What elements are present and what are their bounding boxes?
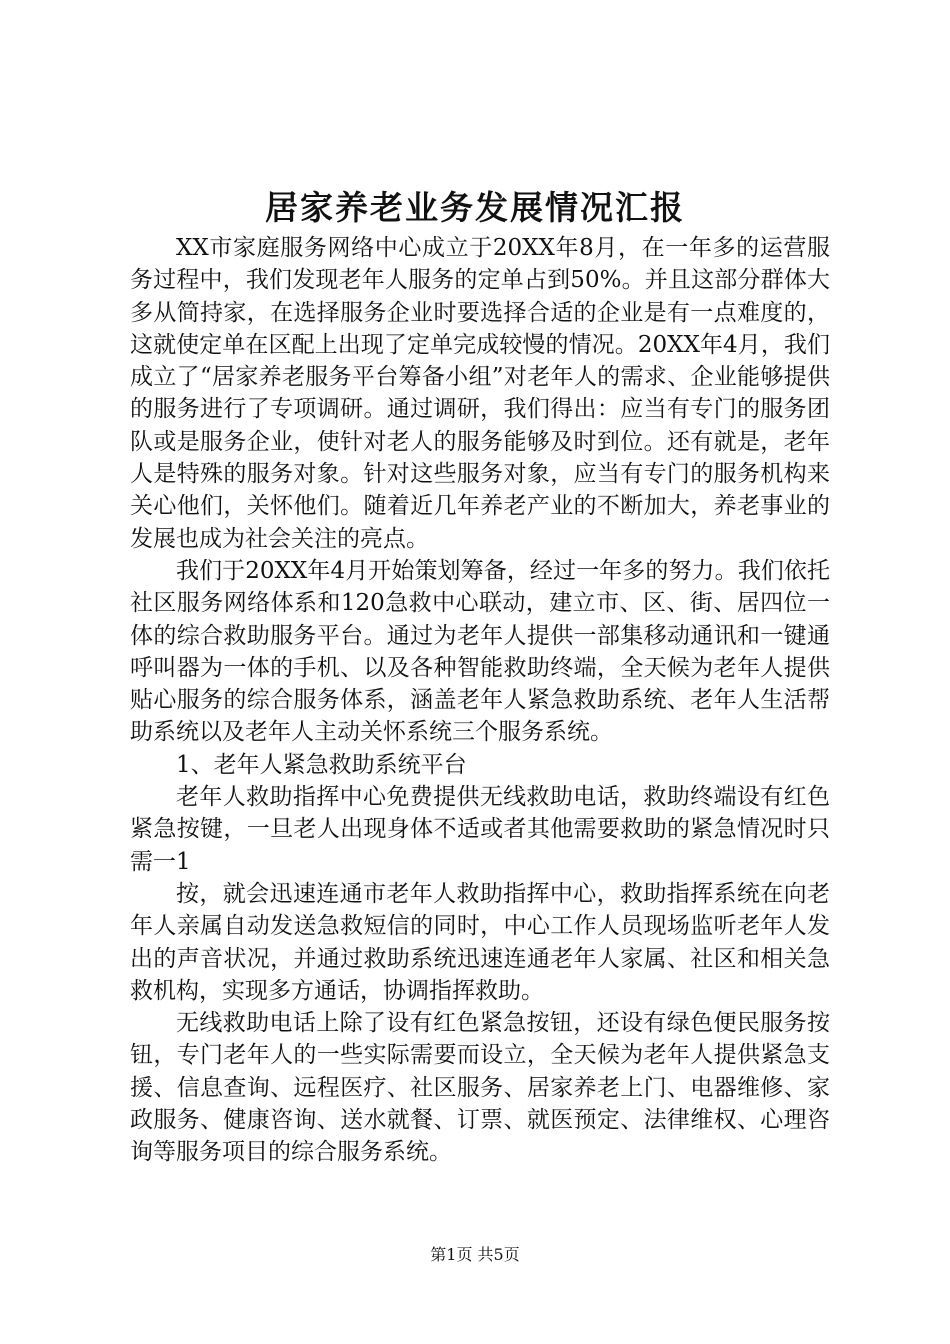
paragraph-intro: XX市家庭服务网络中心成立于20XX年8月，在一年多的运营服务过程中，我们发现老年人服务的定单占到50%。并且这部分群体大多从简持家，在选择服务企业时要选择合适的企业是有一点难度的，这就使定单在区配上出现了定单完成较慢的情况。20XX年4月，我们成立了“居家养老服务平台筹备小组”对老年人的需求、企业能够提供的服务进行了专项调研。通过调研，我们得出：应当有专门的服务团队或是服务企业，使针对老人的服务能够及时到位。还有就是，老年人是特殊的服务对象。针对这些服务对象，应当有专门的服务机构来关心他们，关怀他们。随着近几年养老产业的不断加大，养老事业的发展也成为社会关注的亮点。 [130,235,830,552]
page-footer: 第1页 共5页 [430,1245,520,1264]
document-body [130,232,830,1169]
paragraph-convenience-service: 无线救助电话上除了设有红色紧急按钮，还设有绿色便民服务按钮，专门老年人的一些实际需要而设立，全天候为老年人提供紧急支援、信息查询、远程医疗、社区服务、居家养老上门、电器维修、家政服务、健康咨询、送水就餐、订票、就医预定、法律维权、心理咨询等服务项目的综合服务系统。 [130,1010,830,1166]
section-heading-emergency: 1、老年人紧急救助系统平台 [176,751,467,778]
paragraph-emergency-phone: 老年人救助指挥中心免费提供无线救助电话，救助终端设有红色紧急按键，一旦老人出现身体不适或者其他需要救助的紧急情况时只需一1 [130,784,830,875]
paragraph-emergency-response: 按，就会迅速连通市老年人救助指挥中心，救助指挥系统在向老年人亲属自动发送急救短信的同时，中心工作人员现场监听老年人发出的声音状况，并通过救助系统迅速连通老年人家属、社区和相关急救机构，实现多方通话，协调指挥救助。 [130,880,830,1004]
paragraph-platform: 我们于20XX年4月开始策划筹备，经过一年多的努力。我们依托社区服务网络体系和120急救中心联动，建立市、区、街、居四位一体的综合救助服务平台。通过为老年人提供一部集移动通讯和一键通呼叫器为一体的手机、以及各种智能救助终端，全天候为老年人提供贴心服务的综合服务体系，涵盖老年人紧急救助系统、老年人生活帮助系统以及老年人主动关怀系统三个服务系统。 [130,557,830,746]
document-title: 居家养老业务发展情况汇报 [265,188,685,227]
